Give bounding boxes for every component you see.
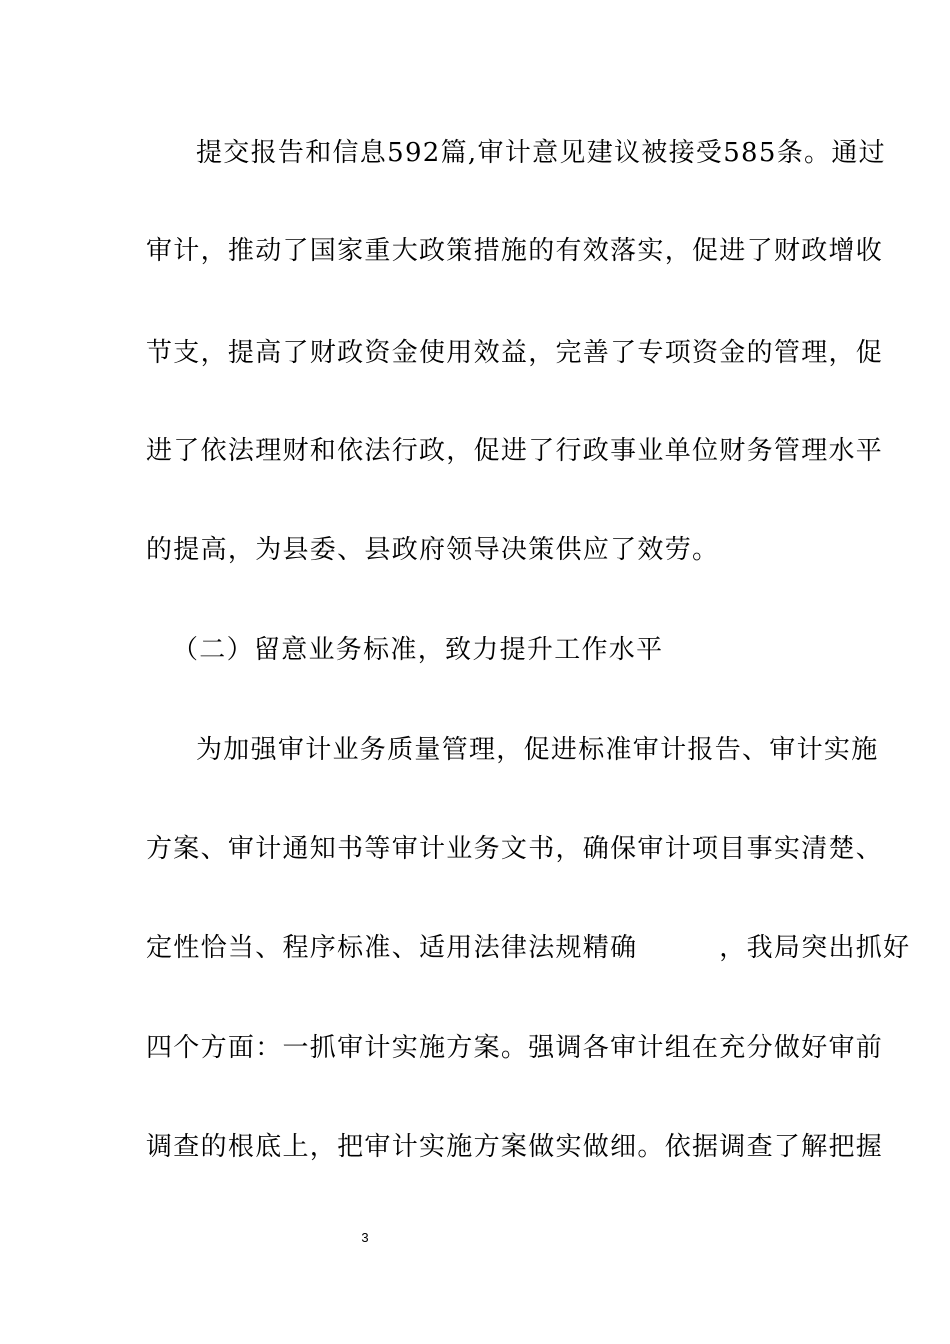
paragraph-line: 为加强审计业务质量管理，促进标准审计报告、审计实施	[196, 735, 879, 765]
paragraph-line: 的提高，为县委、县政府领导决策供应了效劳。	[146, 535, 720, 565]
paragraph-line: 方案、审计通知书等审计业务文书，确保审计项目事实清楚、	[146, 834, 884, 864]
paragraph-line: 四个方面：一抓审计实施方案。强调各审计组在充分做好审前	[146, 1033, 884, 1063]
paragraph-line: 节支，提高了财政资金使用效益，完善了专项资金的管理，促	[146, 338, 884, 368]
page-number: 3	[361, 1230, 369, 1245]
section-heading: （二）留意业务标准，致力提升工作水平	[172, 635, 664, 665]
paragraph-line: 提交报告和信息592篇,审计意见建议被接受585条。通过	[196, 138, 886, 168]
paragraph-line: 调查的根底上，把审计实施方案做实做细。依据调查了解把握	[146, 1132, 884, 1162]
paragraph-line: 定性恰当、程序标准、适用法律法规精确 ，我局突出抓好	[146, 933, 911, 963]
paragraph-line: 审计，推动了国家重大政策措施的有效落实，促进了财政增收	[146, 236, 884, 266]
paragraph-line: 进了依法理财和依法行政，促进了行政事业单位财务管理水平	[146, 436, 884, 466]
